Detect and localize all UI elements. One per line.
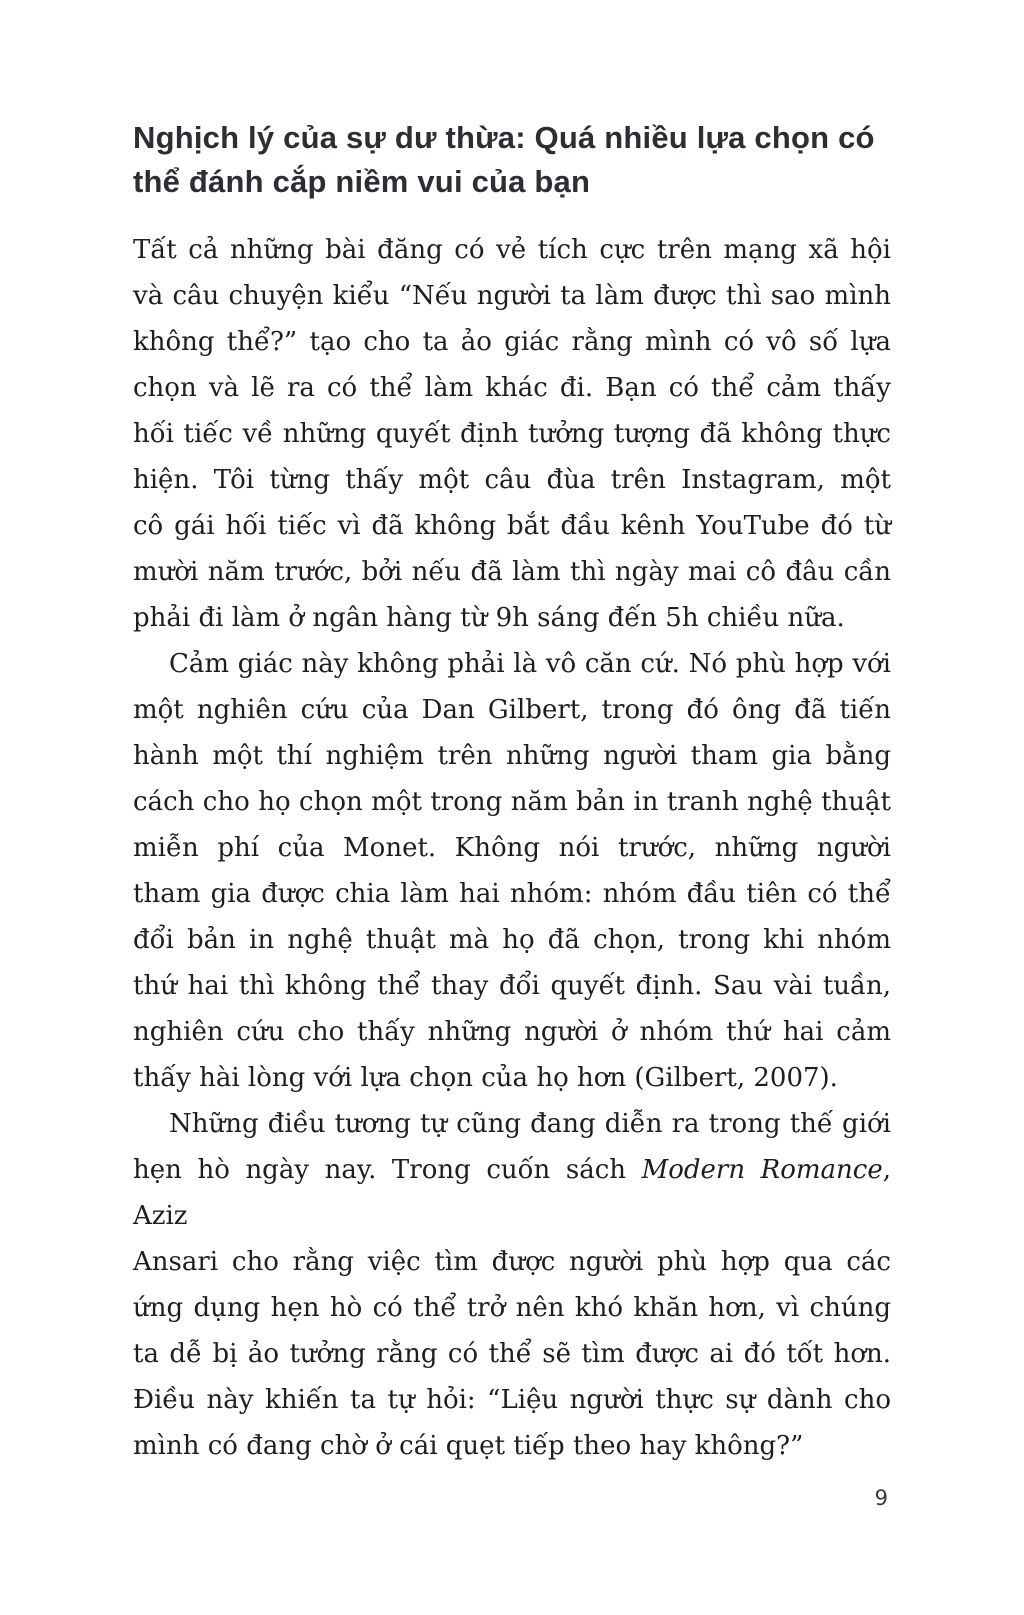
book-title-italic: Modern Romance xyxy=(641,1155,883,1185)
text-line xyxy=(133,1055,891,1101)
body-text xyxy=(133,227,891,1469)
text-segment: Những điều tương tự cũng đang diễn ra trong thế giới xyxy=(169,1109,891,1139)
text-segment: hối tiếc về những quyết định tưởng tượng đã không thực xyxy=(133,419,891,449)
text-line xyxy=(133,1147,891,1239)
heading-line: thể đánh cắp niềm vui của bạn xyxy=(133,164,591,199)
text-segment: nghiên cứu cho thấy những người ở nhóm thứ hai cảm xyxy=(133,1017,891,1047)
text-line xyxy=(133,273,891,319)
text-line xyxy=(133,1009,891,1055)
text-segment: một nghiên cứu của Dan Gilbert, trong đó ông đã tiến xyxy=(133,695,891,725)
text-segment: Điều này khiến ta tự hỏi: “Liệu người thực sự dành cho xyxy=(133,1385,891,1415)
text-line xyxy=(133,227,891,273)
text-segment: tham gia được chia làm hai nhóm: nhóm đầu tiên có thể xyxy=(133,879,891,909)
paragraph xyxy=(133,1101,891,1469)
paragraph xyxy=(133,227,891,641)
heading-line: Nghịch lý của sự dư thừa: Quá nhiều lựa chọn có xyxy=(133,120,875,155)
text-segment: Tất cả những bài đăng có vẻ tích cực trên mạng xã hội xyxy=(133,235,891,265)
text-line xyxy=(133,1239,891,1285)
text-line xyxy=(133,733,891,779)
text-line xyxy=(133,871,891,917)
text-segment: hiện. Tôi từng thấy một câu đùa trên Instagram, một xyxy=(133,465,891,495)
text-segment: cách cho họ chọn một trong năm bản in tranh nghệ thuật xyxy=(133,787,891,817)
text-segment: chọn và lẽ ra có thể làm khác đi. Bạn có thể cảm thấy xyxy=(133,373,891,403)
text-segment: , Aziz xyxy=(133,1155,891,1231)
text-line xyxy=(133,917,891,963)
text-line xyxy=(133,1101,891,1147)
text-line xyxy=(133,411,891,457)
text-segment: hẹn hò ngày nay. Trong cuốn sách xyxy=(133,1155,642,1185)
text-line xyxy=(133,319,891,365)
text-line xyxy=(133,1285,891,1331)
text-segment: mười năm trước, bởi nếu đã làm thì ngày mai cô đâu cần xyxy=(133,557,891,587)
text-line xyxy=(133,1423,891,1469)
text-segment: cô gái hối tiếc vì đã không bắt đầu kênh YouTube đó từ xyxy=(133,511,891,541)
text-segment: thấy hài lòng với lựa chọn của họ hơn (Gilbert, 2007). xyxy=(133,1063,838,1093)
text-line xyxy=(133,595,891,641)
text-segment: phải đi làm ở ngân hàng từ 9h sáng đến 5h chiều nữa. xyxy=(133,603,845,633)
text-line xyxy=(133,1331,891,1377)
text-segment: ứng dụng hẹn hò có thể trở nên khó khăn hơn, vì chúng xyxy=(133,1293,891,1323)
text-line xyxy=(133,687,891,733)
text-line xyxy=(133,365,891,411)
paragraph xyxy=(133,641,891,1101)
text-segment: và câu chuyện kiểu “Nếu người ta làm được thì sao mình xyxy=(133,281,891,311)
text-segment: thứ hai thì không thể thay đổi quyết định. Sau vài tuần, xyxy=(133,971,891,1001)
text-line xyxy=(133,825,891,871)
text-segment: Cảm giác này không phải là vô căn cứ. Nó phù hợp với xyxy=(169,649,891,679)
text-line xyxy=(133,641,891,687)
text-line xyxy=(133,549,891,595)
text-line xyxy=(133,1377,891,1423)
text-segment: không thể?” tạo cho ta ảo giác rằng mình có vô số lựa xyxy=(133,327,891,357)
text-segment: đổi bản in nghệ thuật mà họ đã chọn, trong khi nhóm xyxy=(133,925,891,955)
text-line xyxy=(133,963,891,1009)
text-segment: hành một thí nghiệm trên những người tham gia bằng xyxy=(133,741,891,771)
text-segment: miễn phí của Monet. Không nói trước, những người xyxy=(133,833,891,863)
text-line xyxy=(133,503,891,549)
text-segment: mình có đang chờ ở cái quẹt tiếp theo hay không?” xyxy=(133,1431,804,1461)
page-number: 9 xyxy=(874,1486,888,1510)
text-segment: Ansari cho rằng việc tìm được người phù hợp qua các xyxy=(133,1247,891,1277)
section-heading xyxy=(133,116,895,204)
text-line xyxy=(133,779,891,825)
text-segment: ta dễ bị ảo tưởng rằng có thể sẽ tìm được ai đó tốt hơn. xyxy=(133,1339,891,1369)
text-line xyxy=(133,457,891,503)
